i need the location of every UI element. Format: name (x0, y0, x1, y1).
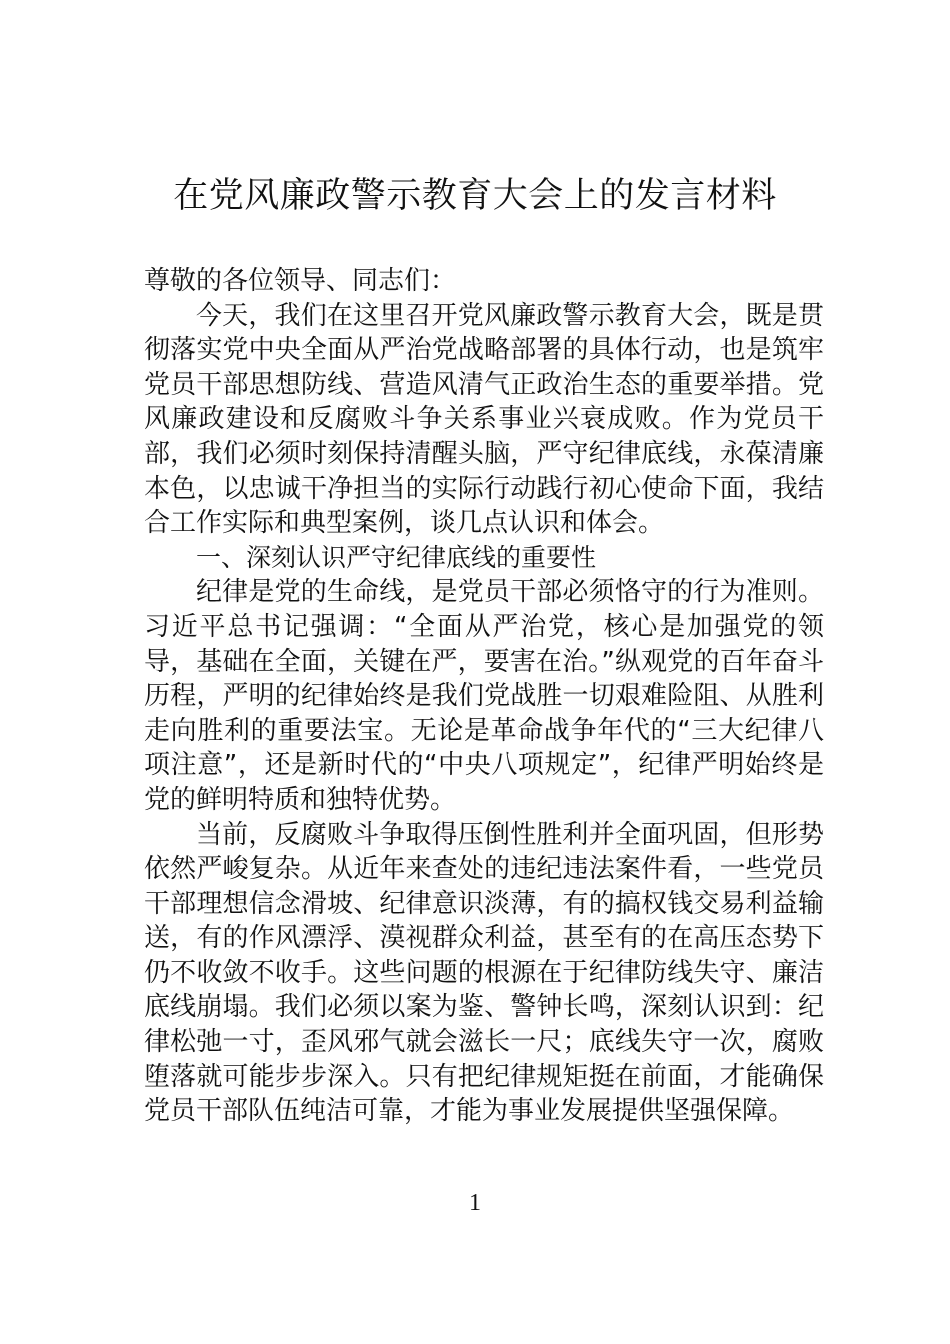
greeting-line: 尊敬的各位领导、同志们： (144, 266, 457, 296)
document-body (144, 264, 824, 1129)
section-heading: 一、深刻认识严守纪律底线的重要性 (196, 542, 597, 572)
paragraph-intro: 今天，我们在这里召开党风廉政警示教育大会，既是贯彻落实党中央全面从严治党战略部署的具体行动，也是筑牢党员干部思想防线、营造风清气正政治生态的重要举措。党风廉政建设和反腐败斗争关系事业兴衰成败。作为党员干部，我们必须时刻保持清醒头脑，严守纪律底线，永葆清廉本色，以忠诚干净担当的实际行动践行初心使命下面，我结合工作实际和典型案例，谈几点认识和体会。 (144, 300, 824, 539)
paragraph-current-situation: 当前，反腐败斗争取得压倒性胜利并全面巩固，但形势依然严峻复杂。从近年来查处的违纪违法案件看，一些党员干部理想信念滑坡、纪律意识淡薄，有的搞权钱交易利益输送，有的作风漂浮、漠视群众利益，甚至有的在高压态势下仍不收敛不收手。这些问题的根源在于纪律防线失守、廉洁底线崩塌。我们必须以案为鉴、警钟长鸣，深刻认识到：纪律松弛一寸，歪风邪气就会滋长一尺；底线失守一次，腐败堕落就可能步步深入。只有把纪律规矩挺在前面，才能确保党员干部队伍纯洁可靠，才能为事业发展提供坚强保障。 (144, 819, 824, 1127)
page-number: 1 (469, 1190, 481, 1216)
paragraph-discipline: 纪律是党的生命线，是党员干部必须恪守的行为准则。习近平总书记强调：“全面从严治党，核心是加强党的领导，基础在全面，关键在严，要害在治。”纵观党的百年奋斗历程，严明的纪律始终是我们党战胜一切艰难险阻、从胜利走向胜利的重要法宝。无论是革命战争年代的“三大纪律八项注意”，还是新时代的“中央八项规定”，纪律严明始终是党的鲜明特质和独特优势。 (144, 577, 824, 815)
document-title: 在党风廉政警示教育大会上的发言材料 (173, 176, 777, 216)
